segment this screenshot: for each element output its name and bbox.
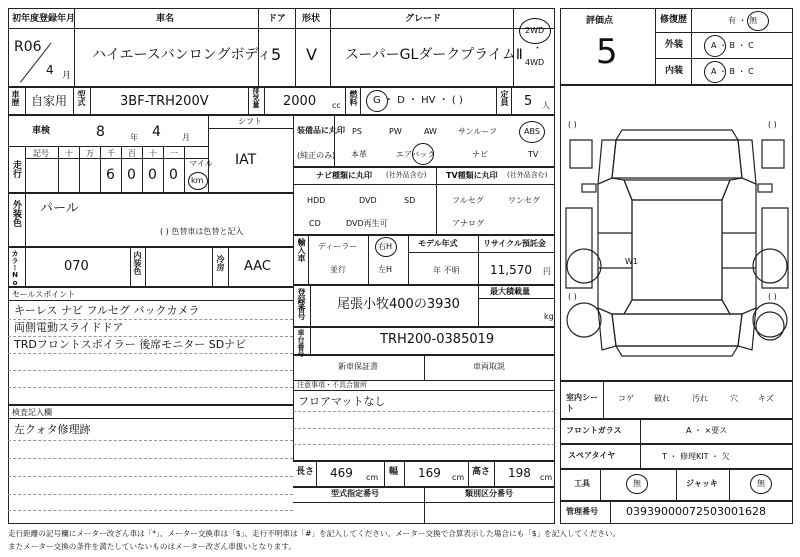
equip-airbag: エアバック <box>396 150 436 159</box>
model-label: 型式 <box>77 90 86 106</box>
capacity-value: 5 <box>524 94 533 109</box>
navi-dvd-play: DVD再生可 <box>346 219 388 228</box>
type-cert-label: 型式指定番号 <box>331 489 379 498</box>
length-value: 469 <box>330 466 353 480</box>
seat-burn: コゲ <box>618 394 634 403</box>
fuel-options: G ・ D ・ HV ・ ( ) <box>373 95 463 106</box>
bracket-fr: ( ) <box>768 120 777 129</box>
recycle-value: 11,570 <box>490 263 532 277</box>
inspector-text: 左クォタ修理跡 <box>14 423 91 436</box>
shaken-month: 4 <box>152 124 161 140</box>
mgmt-label: 管理番号 <box>566 507 598 516</box>
import-dealer: ディーラー <box>318 242 358 251</box>
aircon-value: AAC <box>244 259 271 274</box>
owner-manual: 車両取説 <box>473 362 505 371</box>
aircon-label: 冷房 <box>216 255 225 271</box>
shaken-month-unit: 月 <box>182 133 190 142</box>
exterior-options: A ・ B ・ C <box>711 41 754 50</box>
import-left: 左H <box>378 265 393 274</box>
drive-2wd: 2WD <box>525 26 545 35</box>
seat-scratch: キズ <box>758 394 774 403</box>
reg-number-label: 登録番号 <box>297 288 306 320</box>
width-label: 幅 <box>389 467 399 477</box>
repair-history-label: 修復歴 <box>660 15 688 25</box>
mileage-mark-1: 十 <box>65 149 73 158</box>
jack-value: 無 <box>757 479 765 488</box>
mileage-mark-0: 記号 <box>33 149 49 158</box>
mileage-digit-4: 0 <box>169 167 178 183</box>
shaken-year: 8 <box>96 124 105 140</box>
sales-points-label: セールスポイント <box>12 290 76 299</box>
equip-tv: TV <box>528 150 539 159</box>
spare-label: スペアタイヤ <box>568 451 616 460</box>
equip-navi: ナビ <box>472 150 488 159</box>
mileage-digit-2: 0 <box>127 167 136 183</box>
displacement-value: 2000 <box>283 94 317 109</box>
displacement-label: 排気量 <box>252 87 260 108</box>
tv-fullseg: フルセグ <box>452 196 484 205</box>
door-count: 5 <box>271 45 282 64</box>
grade-label: グレード <box>405 14 442 24</box>
height-label: 高さ <box>472 467 491 477</box>
tv-oneseg: ワンセグ <box>508 196 540 205</box>
recycle-unit: 円 <box>543 267 551 276</box>
notes-label: 注意事項・不具合箇所 <box>297 381 367 389</box>
capacity-unit: 人 <box>542 101 550 110</box>
glass-label: フロントガラス <box>566 426 622 435</box>
shaken-year-unit: 年 <box>130 133 138 142</box>
shift-value: IAT <box>235 152 257 168</box>
footer-note-2: またメーター交換の条件を満たしていないものはメーター改ざん車扱いとなります。 <box>8 542 296 551</box>
shaken-label: 車検 <box>32 126 51 136</box>
interior-label: 内装 <box>665 66 684 76</box>
km-label: km <box>191 176 204 185</box>
glass-options: A ・ ×要ス <box>686 426 728 435</box>
equipment-title: 装備品に丸印 <box>297 126 345 135</box>
bracket-rr: ( ) <box>768 292 777 301</box>
door-label: ドア <box>268 14 286 24</box>
car-name: ハイエースバンロングボディ <box>92 47 272 63</box>
recycle-label: リサイクル預託金 <box>483 239 546 248</box>
seat-label: 室内シート <box>566 393 598 413</box>
jack-label: ジャッキ <box>686 479 718 488</box>
mileage-mark-4: 百 <box>128 149 136 158</box>
spare-options: T ・ 修理KIT ・ 欠 <box>662 452 730 461</box>
equip-pw: PW <box>389 127 402 136</box>
seat-stain: 汚れ <box>692 394 708 403</box>
color-no-label: カラーNo. <box>11 250 19 295</box>
navi-sd: SD <box>404 196 416 205</box>
equip-ps: PS <box>352 127 362 136</box>
reg-month-unit: 月 <box>62 71 72 81</box>
drive-separator: ・ <box>533 44 543 54</box>
mileage-label: 走行 <box>11 160 21 178</box>
score-value: 5 <box>596 32 618 72</box>
equipment-subtitle: (純正のみ) <box>297 151 336 160</box>
mileage-digit-1: 6 <box>106 167 115 183</box>
tools-value: 無 <box>633 479 641 488</box>
int-color-label: 内装色 <box>133 251 142 275</box>
tv-title: TV種類に丸印 <box>446 171 498 180</box>
reg-month: 4 <box>46 63 54 77</box>
mileage-mark-6: 一 <box>170 149 178 158</box>
mileage-mark-2: 万 <box>86 149 94 158</box>
interior-options: A ・ B ・ C <box>711 67 754 76</box>
score-label: 評価点 <box>586 16 614 26</box>
car-name-label: 車名 <box>156 14 175 24</box>
repair-options: 有 ・ 無 <box>728 16 758 25</box>
model-year-label: モデル年式 <box>418 239 458 248</box>
mileage-mark-5: 十 <box>149 149 157 158</box>
bracket-fl: ( ) <box>568 120 577 129</box>
shape-label: 形状 <box>302 14 321 24</box>
length-unit: cm <box>366 473 379 482</box>
max-load-label: 最大積載量 <box>490 287 530 296</box>
navi-hdd: HDD <box>307 196 326 205</box>
tv-analog: アナログ <box>452 219 484 228</box>
shift-label: シフト <box>238 117 262 126</box>
new-car-warranty: 新車保証書 <box>338 362 378 371</box>
use-label: 車歴 <box>11 90 20 106</box>
height-value: 198 <box>508 466 531 480</box>
inspector-label: 検査記入欄 <box>12 408 52 417</box>
navi-dvd: DVD <box>359 196 377 205</box>
reg-number-value: 尾張小牧400の3930 <box>337 297 460 312</box>
first-reg-label: 初年度登録年月 <box>12 14 76 24</box>
mgmt-value: 03939000072503001628 <box>626 505 766 518</box>
sales-point-1: キーレス ナビ フルセグ バックカメラ <box>14 304 200 317</box>
class-label: 類別区分番号 <box>465 489 513 498</box>
equip-sunroof: サンルーフ <box>458 127 497 136</box>
chassis-label: 車台番号 <box>297 329 305 357</box>
body-shape: V <box>306 45 317 64</box>
footer-note-1: 走行距離の記号欄にメーター改ざん車は「*」、メーター交換車は「$」、走行不明車は「#」を記入してください。メーター交換で合算表示した場合にも「$」を記入してください。 <box>8 529 621 538</box>
ext-color-label: 外装色 <box>11 200 21 227</box>
model-year-text: 年 不明 <box>433 266 460 275</box>
car-damage-diagram <box>562 88 791 378</box>
ext-color-value: パール <box>40 201 79 216</box>
chassis-value: TRH200-0385019 <box>380 332 495 347</box>
grade-value: スーパーGLダークプライムⅡ <box>345 47 523 63</box>
length-label: 長さ <box>296 467 315 477</box>
import-parallel: 並行 <box>330 265 346 274</box>
sales-point-2: 両側電動スライドドア <box>14 321 124 334</box>
notes-text: フロアマットなし <box>298 395 386 408</box>
import-right: 右H <box>378 242 393 251</box>
equip-leather: 本革 <box>351 150 367 159</box>
model-value: 3BF-TRH200V <box>120 94 209 109</box>
color-no-value: 070 <box>64 259 89 274</box>
import-label: 輸入車 <box>297 238 306 262</box>
bracket-rl: ( ) <box>568 292 577 301</box>
diagram-mark-w1: W1 <box>625 257 638 266</box>
mile-label: マイル <box>189 159 213 168</box>
tv-note: (社外品含む) <box>507 171 548 179</box>
seat-tear: 破れ <box>654 394 670 403</box>
exterior-label: 外装 <box>665 40 684 50</box>
max-load-unit: kg <box>544 312 554 321</box>
navi-cd: CD <box>309 219 321 228</box>
navi-title: ナビ種類に丸印 <box>316 171 372 180</box>
seat-hole: 穴 <box>730 394 738 403</box>
width-unit: cm <box>452 473 465 482</box>
use-value: 自家用 <box>31 94 68 108</box>
sales-point-3: TRDフロントスポイラー 後席モニター SDナビ <box>14 338 247 351</box>
tools-label: 工具 <box>574 479 590 488</box>
width-value: 169 <box>418 466 441 480</box>
mileage-mark-3: 千 <box>107 149 115 158</box>
fuel-label: 燃料 <box>349 90 358 106</box>
drive-4wd: 4WD <box>525 58 545 67</box>
navi-note: (社外品含む) <box>386 171 427 179</box>
repaint-note: ( ) 色替車は色替と記入 <box>160 227 244 236</box>
height-unit: cm <box>540 473 553 482</box>
mileage-digit-3: 0 <box>148 167 157 183</box>
displacement-unit: cc <box>332 101 341 110</box>
equip-abs: ABS <box>524 127 540 136</box>
equip-aw: AW <box>424 127 437 136</box>
capacity-label: 定員 <box>500 90 509 106</box>
reg-era: R06 <box>14 39 42 55</box>
